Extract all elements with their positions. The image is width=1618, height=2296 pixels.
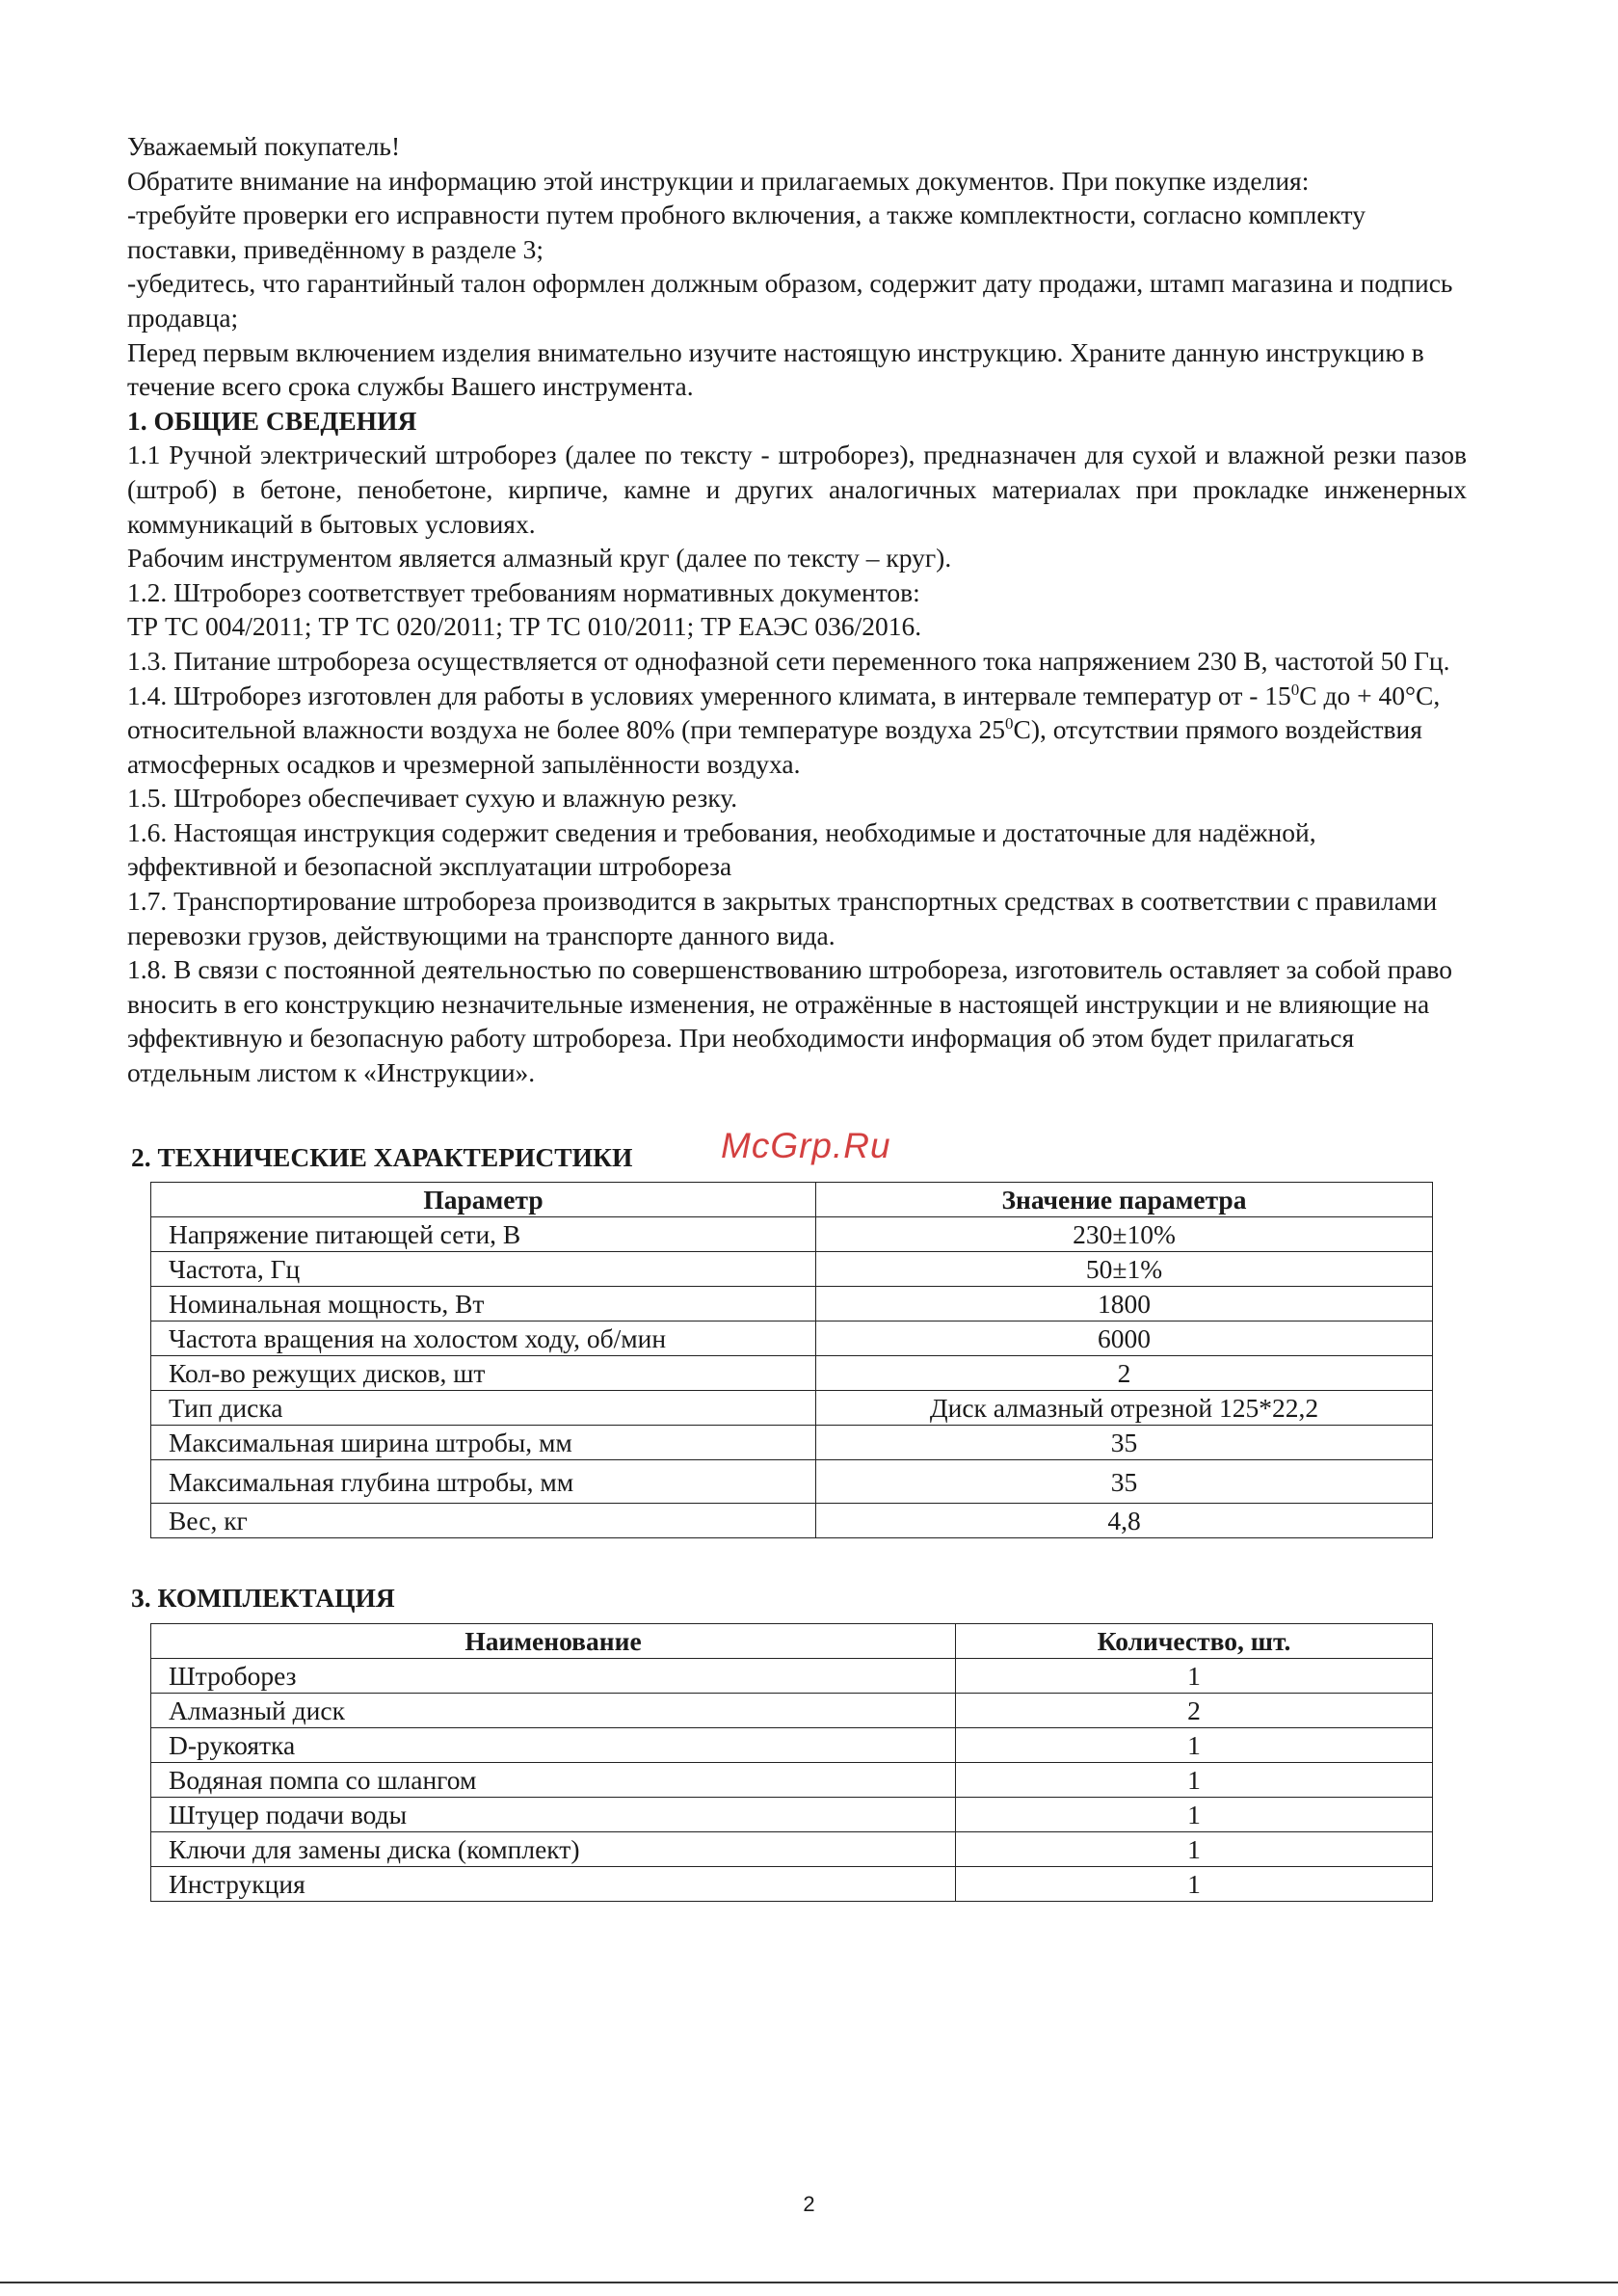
- intro-paragraph: Обратите внимание на информацию этой инструкции и прилагаемых документов. При покупке изделия:: [127, 165, 1310, 196]
- value-cell: 230±10%: [816, 1217, 1433, 1252]
- quantity-cell: 1: [956, 1727, 1433, 1762]
- table-header-row: [151, 1623, 1433, 1658]
- page-content: [127, 129, 1467, 1902]
- section-heading: 1. ОБЩИЕ СВЕДЕНИЯ: [127, 405, 417, 436]
- table-row: [151, 1658, 1433, 1693]
- table-row: [151, 1831, 1433, 1866]
- param-cell: Напряжение питающей сети, В: [151, 1217, 816, 1252]
- column-header: Количество, шт.: [956, 1623, 1433, 1658]
- table-row: [151, 1287, 1433, 1322]
- item-cell: Ключи для замены диска (комплект): [151, 1831, 956, 1866]
- paragraph-1-6: 1.6. Настоящая инструкция содержит сведения и требования, необходимые и достаточные для надёжной, эффективной и безопасной эксплуатации штробореза: [127, 816, 1316, 882]
- item-cell: Штроборез: [151, 1658, 956, 1693]
- value-cell: 35: [816, 1460, 1433, 1504]
- column-header: Параметр: [151, 1183, 816, 1217]
- param-cell: Кол-во режущих дисков, шт: [151, 1356, 816, 1391]
- table-row: [151, 1322, 1433, 1356]
- intro-paragraph: -требуйте проверки его исправности путем пробного включения, а также комплектности, согласно комплекту поставки, приведённому в разделе 3;: [127, 200, 1366, 264]
- table-row: [151, 1356, 1433, 1391]
- value-cell: 35: [816, 1426, 1433, 1460]
- paragraph-1-4-part: С до + 40°С, относительной влажности воздуха не более 80% (при температуре воздуха 25: [127, 680, 1441, 745]
- kit-table: [150, 1623, 1433, 1902]
- table-header-row: [151, 1183, 1433, 1217]
- paragraph-1-2b: ТР ТС 004/2011; ТР ТС 020/2011; ТР ТС 010/2011; ТР ЕАЭС 036/2016.: [127, 611, 922, 642]
- item-cell: Инструкция: [151, 1866, 956, 1901]
- paragraph-1-4-part: 1.4. Штроборез изготовлен для работы в условиях умеренного климата, в интервале температур от - 15: [127, 680, 1291, 710]
- greeting: Уважаемый покупатель!: [127, 131, 401, 161]
- item-cell: Водяная помпа со шлангом: [151, 1762, 956, 1797]
- quantity-cell: 1: [956, 1658, 1433, 1693]
- column-header: Значение параметра: [816, 1183, 1433, 1217]
- paragraph-1-4: [127, 679, 1467, 782]
- value-cell: Диск алмазный отрезной 125*22,2: [816, 1391, 1433, 1426]
- paragraph-1-8: 1.8. В связи с постоянной деятельностью по совершенствованию штробореза, изготовитель оставляет за собой право вносить в его конструкцию незначительные изменения, не отражённые в настоящей инструкции и не влияющие на эффективную и безопасную работу штробореза. При необходимости информация об этом будет прилагаться отдельным листом к «Инструкции».: [127, 954, 1452, 1088]
- table-row: [151, 1727, 1433, 1762]
- quantity-cell: 1: [956, 1797, 1433, 1831]
- table-row: [151, 1391, 1433, 1426]
- table-row: [151, 1252, 1433, 1287]
- intro-block: [127, 129, 1467, 404]
- value-cell: 50±1%: [816, 1252, 1433, 1287]
- table-row: [151, 1797, 1433, 1831]
- table-row: [151, 1762, 1433, 1797]
- bottom-divider: [0, 2282, 1618, 2283]
- intro-paragraph: -убедитесь, что гарантийный талон оформлен должным образом, содержит дату продажи, штамп магазина и подпись продавца;: [127, 268, 1453, 333]
- param-cell: Максимальная глубина штробы, мм: [151, 1460, 816, 1504]
- section-heading: 2. ТЕХНИЧЕСКИЕ ХАРАКТЕРИСТИКИ: [131, 1141, 633, 1172]
- quantity-cell: 1: [956, 1866, 1433, 1901]
- item-cell: Алмазный диск: [151, 1693, 956, 1727]
- table-row: [151, 1693, 1433, 1727]
- section-general: [127, 404, 1467, 1090]
- table-row: [151, 1426, 1433, 1460]
- column-header: Наименование: [151, 1623, 956, 1658]
- value-cell: 6000: [816, 1322, 1433, 1356]
- paragraph-1-1b: Рабочим инструментом является алмазный круг (далее по тексту – круг).: [127, 543, 952, 574]
- page-number: 2: [803, 2192, 815, 2216]
- value-cell: 1800: [816, 1287, 1433, 1322]
- value-cell: 4,8: [816, 1504, 1433, 1538]
- param-cell: Частота вращения на холостом ходу, об/мин: [151, 1322, 816, 1356]
- section-heading: 3. КОМПЛЕКТАЦИЯ: [131, 1583, 395, 1614]
- table-row: [151, 1460, 1433, 1504]
- param-cell: Вес, кг: [151, 1504, 816, 1538]
- param-cell: Номинальная мощность, Вт: [151, 1287, 816, 1322]
- degree-sup: 0: [1005, 713, 1014, 733]
- quantity-cell: 1: [956, 1762, 1433, 1797]
- param-cell: Максимальная ширина штробы, мм: [151, 1426, 816, 1460]
- value-cell: 2: [816, 1356, 1433, 1391]
- degree-sup: 0: [1290, 680, 1300, 699]
- table-row: [151, 1866, 1433, 1901]
- table-row: [151, 1217, 1433, 1252]
- paragraph-1-1: 1.1 Ручной электрический штроборез (далее по тексту - штроборез), предназначен для сухой и влажной резки пазов (штроб) в бетоне, пенобетоне, кирпиче, камне и других аналогичных материалах при прокладке инженерных коммуникаций в бытовых условиях.: [127, 440, 1467, 539]
- item-cell: D-рукоятка: [151, 1727, 956, 1762]
- watermark-logo: McGrp.Ru: [721, 1126, 891, 1165]
- param-cell: Частота, Гц: [151, 1252, 816, 1287]
- quantity-cell: 1: [956, 1831, 1433, 1866]
- paragraph-1-7: 1.7. Транспортирование штробореза производится в закрытых транспортных средствах в соответствии с правилами перевозки грузов, действующими на транспорте данного вида.: [127, 886, 1438, 950]
- param-cell: Тип диска: [151, 1391, 816, 1426]
- quantity-cell: 2: [956, 1693, 1433, 1727]
- specs-table: [150, 1182, 1433, 1538]
- paragraph-1-5: 1.5. Штроборез обеспечивает сухую и влажную резку.: [127, 783, 738, 814]
- paragraph-1-2: 1.2. Штроборез соответствует требованиям нормативных документов:: [127, 576, 920, 607]
- intro-paragraph: Перед первым включением изделия внимательно изучите настоящую инструкцию. Храните данную инструкцию в течение всего срока службы Вашего инструмента.: [127, 336, 1424, 402]
- paragraph-1-3: 1.3. Питание штробореза осуществляется от однофазной сети переменного тока напряжением 230 В, частотой 50 Гц.: [127, 645, 1450, 676]
- paragraph-1-4-part: С), отсутствии прямого воздействия атмосферных осадков и чрезмерной запылённости воздуха.: [127, 714, 1422, 779]
- table-row: [151, 1504, 1433, 1538]
- item-cell: Штуцер подачи воды: [151, 1797, 956, 1831]
